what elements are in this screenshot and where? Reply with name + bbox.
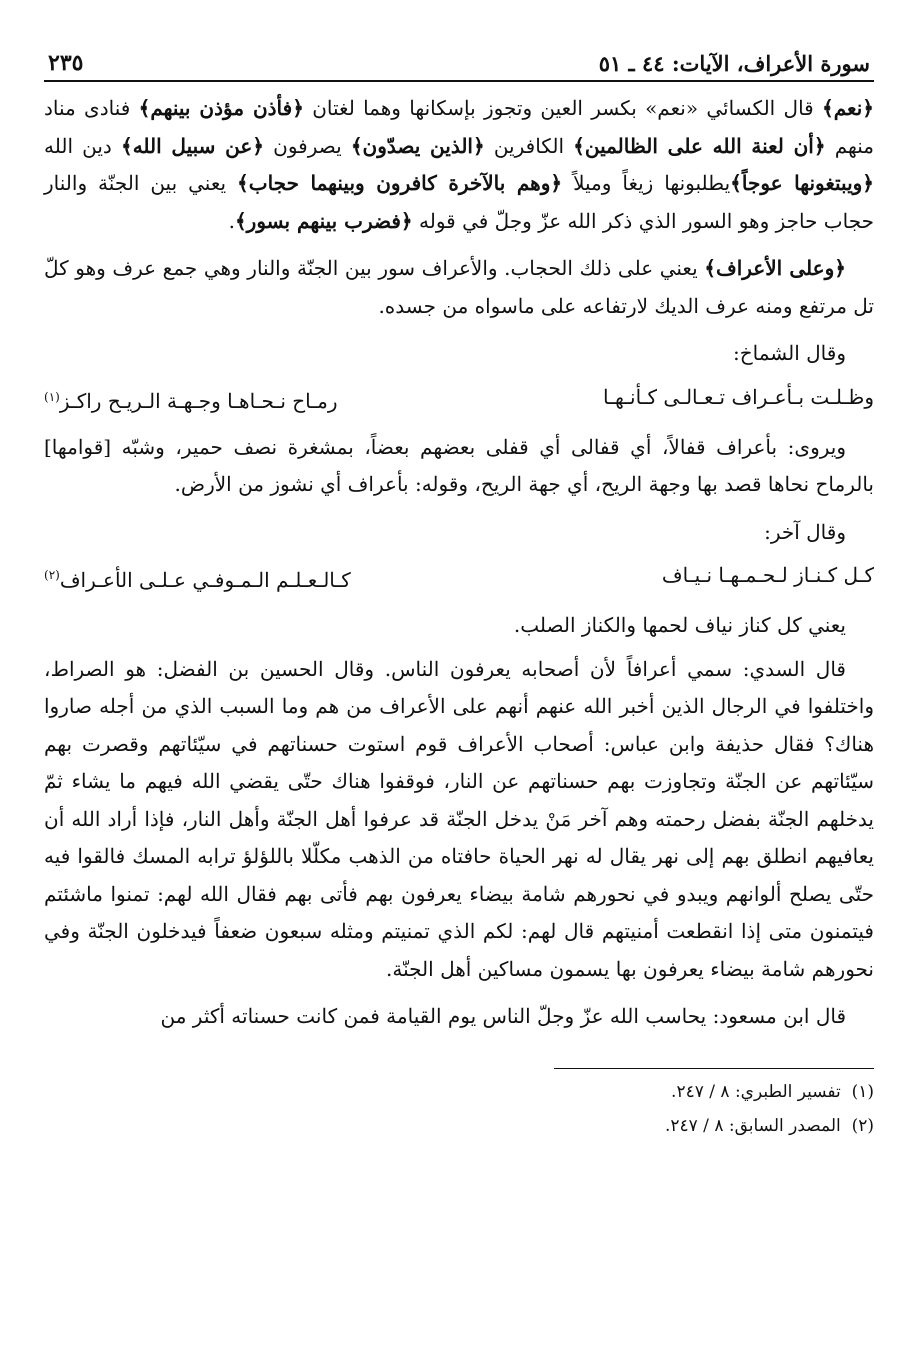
quran-quote: ﴿فضرب بينهم بسور﴾ <box>234 208 413 233</box>
paragraph-1 <box>44 90 874 240</box>
footnote-marker: (١) <box>44 389 60 404</box>
commentary-text: قال الكسائي «نعم» بكسر العين وتجوز بإسكانها وهما لغتان <box>303 96 823 120</box>
footnote-number: (٢) <box>851 1115 874 1136</box>
poetry-verse-2 <box>44 557 874 599</box>
footnote-text: المصدر السابق: ٨ / ٢٤٧. <box>664 1115 841 1136</box>
footnote-marker: (٢) <box>44 568 60 583</box>
quran-quote: ﴿وهم بالآخرة كافرون وبينهما حجاب﴾ <box>237 171 563 195</box>
quran-quote: ﴿عن سبيل الله﴾ <box>120 133 265 158</box>
paragraph-3: ويروى: بأعراف قفالاً، أي قفالى أي قفلى بعضهم بعضاً، بمشغرة نصف حمير، وشبّه [قوامها] بالرماح نحاها قصد بها وجهة الريح، أي جهة الريح، وقوله: بأعراف أي نشوز من الأرض. <box>44 434 874 497</box>
page-number: ٢٣٥ <box>48 50 84 76</box>
verse-gloss: يعني كل كناز نياف لحمها والكناز الصلب. <box>513 613 846 638</box>
footnotes <box>44 1075 874 1143</box>
commentary-text: الكافرين <box>484 133 574 158</box>
commentary-text: دين الله <box>44 133 121 158</box>
quran-quote: ﴿فأذن مؤذن بينهم﴾ <box>138 96 304 120</box>
running-title: سورة الأعراف، الآيات: ٤٤ ـ ٥١ <box>598 51 870 76</box>
commentary-text: يطلبونها زيغاً وميلاً <box>562 171 731 195</box>
verse-hemistich-2 <box>44 557 444 599</box>
quran-quote: ﴿نعم﴾ <box>822 96 874 120</box>
commentary-text: . <box>228 208 235 233</box>
footnote-1 <box>44 1075 874 1109</box>
verse-hemistich-2 <box>44 379 444 421</box>
commentary-text: يصرفون <box>264 133 351 158</box>
footnote-number: (١) <box>851 1081 874 1102</box>
quran-quote: ﴿أن لعنة الله على الظالمين﴾ <box>573 133 826 158</box>
footnote-text: تفسير الطبري: ٨ / ٢٤٧. <box>671 1081 841 1102</box>
quran-quote: ﴿وعلى الأعراف﴾ <box>704 256 846 280</box>
page-body <box>44 82 874 1036</box>
verse-hemistich-1: وظـلـت بـأعـراف تـعـالـى كـأنـهـا <box>603 384 874 409</box>
page-header <box>44 40 874 82</box>
paragraph-4: قال السدي: سمي أعرافاً لأن أصحابه يعرفون الناس. وقال الحسين بن الفضل: هو الصراط، واختلفوا في الرجال الذين أخبر الله عنهم أنهم على الأعراف من هم وما السبب الذي من أجله صاروا هناك؟ فقال حذيفة وابن عباس: أصحاب الأعراف قوم استوت حسناتهم في سيّئاتهم وقصرت بهم سيّئاتهم عن الجنّة وتجاوزت بهم حسناتهم عن النار، فوقفوا هناك حتّى يقضي الله فيهم ما يشاء ثمّ يدخلهم الجنّة بفضل رحمته وهم آخر مَنْ يدخل الجنّة قد عرفوا أهل الجنّة وأهل النار، فإذا أراد الله أن يعافيهم انطلق بهم إلى نهر يقال له نهر الحياة حافتاه من الذهب مكلّلا باللؤلؤ ترابه المسك فالقوا فيه حتّى يصلح ألوانهم ويبدو في نحورهم شامة بيضاء يعرفون بهم فأتى بهم فقال الله لهم: تمنوا ماشئتم فيتمنون متى إذا انقطعت أمنيتهم قال لهم: لكم الذي تمنيتم ومثله سبعون ضعفاً فيدخلون الجنّة وفي نحورهم شامة بيضاء يعرفون بها يسمون مساكين أهل الجنّة. <box>44 656 874 981</box>
book-page <box>44 40 874 1350</box>
quran-quote: ﴿الذين يصدّون﴾ <box>350 133 485 158</box>
commentary-text: يعني بين الجنّة والنار حجاب حاجز وهو السور الذي ذكر الله عزّ وجلّ في قوله <box>44 171 874 233</box>
paragraph-2 <box>44 250 874 325</box>
commentary-text: فنادى مناد منهم <box>44 96 874 158</box>
poetry-verse-1 <box>44 379 874 421</box>
verse-hemistich-1: كـل كـنـاز لـحـمـهـا نـيـاف <box>661 563 874 588</box>
paragraph-5: قال ابن مسعود: يحاسب الله عزّ وجلّ الناس يوم القيامة فمن كانت حسناته أكثر من <box>160 1004 846 1029</box>
shammakh-intro: وقال الشماخ: <box>733 341 846 365</box>
quran-quote: ﴿ويبتغونها عوجاً﴾ <box>730 171 875 195</box>
verse-text: كـالـعـلـم الـمـوفـي عـلـى الأعـراف <box>59 567 351 592</box>
footnote-divider <box>554 1068 874 1069</box>
footnote-2 <box>44 1109 874 1143</box>
commentary-text: يعني على ذلك الحجاب. والأعراف سور بين الجنّة والنار وهي جمع عرف وهو كلّ تل مرتفع ومنه عرف الديك لارتفاعه على ماسواه من جسده. <box>44 256 874 318</box>
other-poet-intro: وقال آخر: <box>764 519 846 544</box>
verse-text: رمـاح نـحـاهـا وجـهـة الـريـح راكـز <box>59 389 338 414</box>
